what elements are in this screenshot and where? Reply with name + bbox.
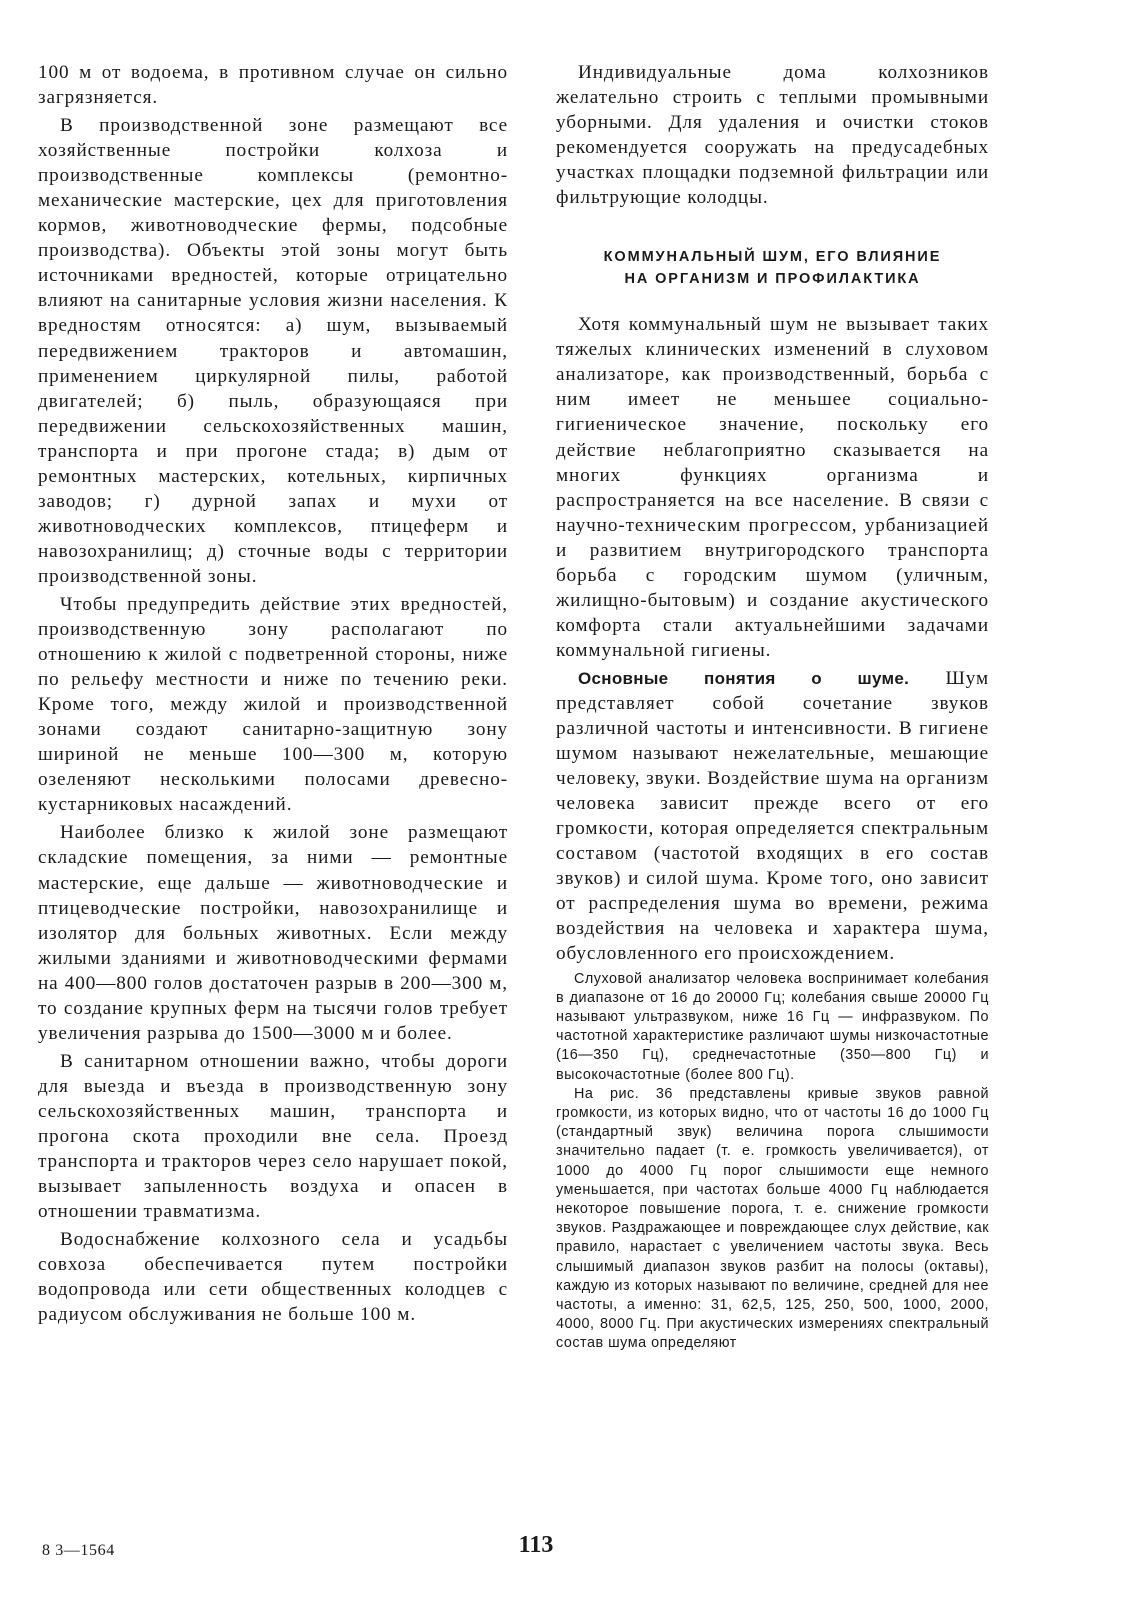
small-paragraph-loudness-curves: На рис. 36 представлены кривые звуков равной громкости, из которых видно, что от частоты 16 до 1000 Гц (стандартный звук) величина порога слышимости значительно падает (т. е. громкость увеличивается), от 1000 до 4000 Гц порог слышимости еще немного уменьшается, при частотах больше 4000 Гц наблюдается некоторое повышение порога, т. е. снижение громкости звуков. Раздражающее и повреждающее слух действие, как правило, нарастает с увеличением частоты звука. Весь слышимый диапазон звуков разбит на полосы (октавы), каждую из которых называют по величине, средней для нее частоты, а именно: 31, 62,5, 125, 250, 500, 1000, 2000, 4000, 8000 Гц. При акустических измерениях спектральный состав шума определяют [556,1085,989,1352]
small-paragraph-hearing-range: Слуховой анализатор человека воспринимает колебания в диапазоне от 16 до 20000 Гц; колебания свыше 20000 Гц называют ультразвуком, ниже 16 Гц — инфразвуком. По частотной характеристике различают шумы низкочастотные (16—350 Гц), среднечастотные (350—800 Гц) и высокочастотные (более 800 Гц). [556,970,989,1083]
printer-signature: 8 3—1564 [42,1542,115,1559]
page-number: 113 [518,1532,554,1558]
paragraph-hazard-prevention: Чтобы предупредить действие этих вредностей, производственную зону располагают по отношению к жилой с подветренной стороны, ниже по рельефу местности и ниже по течению реки. Кроме того, между жилой и производственной зонами создают санитарно-защитную зону шириной не меньше 100—300 м, которую озеленяют несколькими полосами древесно-кустарниковых насаждений. [38,593,508,816]
paragraph-noise-concepts [556,666,989,967]
section-heading-line-2: НА ОРГАНИЗМ И ПРОФИЛАКТИКА [624,271,921,288]
paragraph-communal-noise: Хотя коммунальный шум не вызывает таких тяжелых клинических изменений в слуховом анализаторе, как производственный, борьба с ним имеет не меньшее социально-гигиеническое значение, поскольку его действие неблагоприятно сказывается на многих функциях организма и распространяется на все население. В связи с научно-техническим прогрессом, урбанизацией и развитием внутригородского транспорта борьба с городским шумом (уличным, жилищно-бытовым) и создание акустического комфорта стали актуальнейшими задачами коммунальной гигиены. [556,314,989,661]
paragraph-noise-concepts-text: Шум представляет собой сочетание звуков различной частоты и интенсивности. В гигиене шумом называют нежелательные, мешающие человеку, звуки. Воздействие шума на организм человека зависит прежде всего от его громкости, которая определяется спектральным составом (частотой входящих в его состав звуков) и силой шума. Кроме того, оно зависит от распределения шума во времени, режима воздействия на человека и характера шума, обусловленного его происхождением. [556,667,989,965]
paragraph-production-zone: В производственной зоне размещают все хозяйственные постройки колхоза и производственные комплексы (ремонтно-механические мастерские, цех для приготовления кормов, животноводческие фермы, подсобные производства). Объекты этой зоны могут быть источниками вредностей, которые отрицательно влияют на санитарные условия жизни населения. К вредностям относятся: а) шум, вызываемый передвижением тракторов и автомашин, применением циркулярной пилы, работой двигателей; б) пыль, образующаяся при передвижении сельскохозяйственных машин, транспорта и при прогоне стада; в) дым от ремонтных мастерских, котельных, кирпичных заводов; г) дурной запах и мухи от животноводческих комплексов, птицеферм и навозохранилищ; д) сточные воды с территории производственной зоны. [38,115,508,587]
left-column [38,60,508,1330]
right-column [556,60,989,1354]
paragraph-houses: Индивидуальные дома колхозников желательно строить с теплыми промывными уборными. Для удаления и очистки стоков рекомендуется сооружать на предусадебных участках площадки подземной фильтрации или фильтрующие колодцы. [556,62,989,209]
paragraph-zone-layout: Наиболее близко к жилой зоне размещают складские помещения, за ними — ремонтные мастерские, еще дальше — животноводческие и птицеводческие постройки, навозохранилище и изолятор для больных животных. Если между жилыми зданиями и животноводческими фермами на 400—800 голов достаточен разрыв в 200—300 м, то создание крупных ферм на тысячи голов требует увеличения разрыва до 1500—3000 м и более. [38,822,508,1044]
paragraph-roads: В санитарном отношении важно, чтобы дороги для выезда и въезда в производственную зону сельскохозяйственных машин, транспорта и прогона скота проходили вне села. Проезд транспорта и тракторов через село нарушает покой, вызывает запыленность воздуха и опасен в отношении травматизма. [38,1050,508,1223]
section-heading [556,246,989,290]
paragraph-water-supply: Водоснабжение колхозного села и усадьбы совхоза обеспечивается путем постройки водопровода или сети общественных колодцев с радиусом обслуживания не больше 100 м. [38,1229,508,1326]
run-in-heading: Основные понятия о шуме. [578,668,910,688]
section-heading-line-1: КОММУНАЛЬНЫЙ ШУМ, ЕГО ВЛИЯНИЕ [603,249,942,266]
paragraph-continuation: 100 м от водоема, в противном случае он сильно загрязняется. [38,62,508,109]
